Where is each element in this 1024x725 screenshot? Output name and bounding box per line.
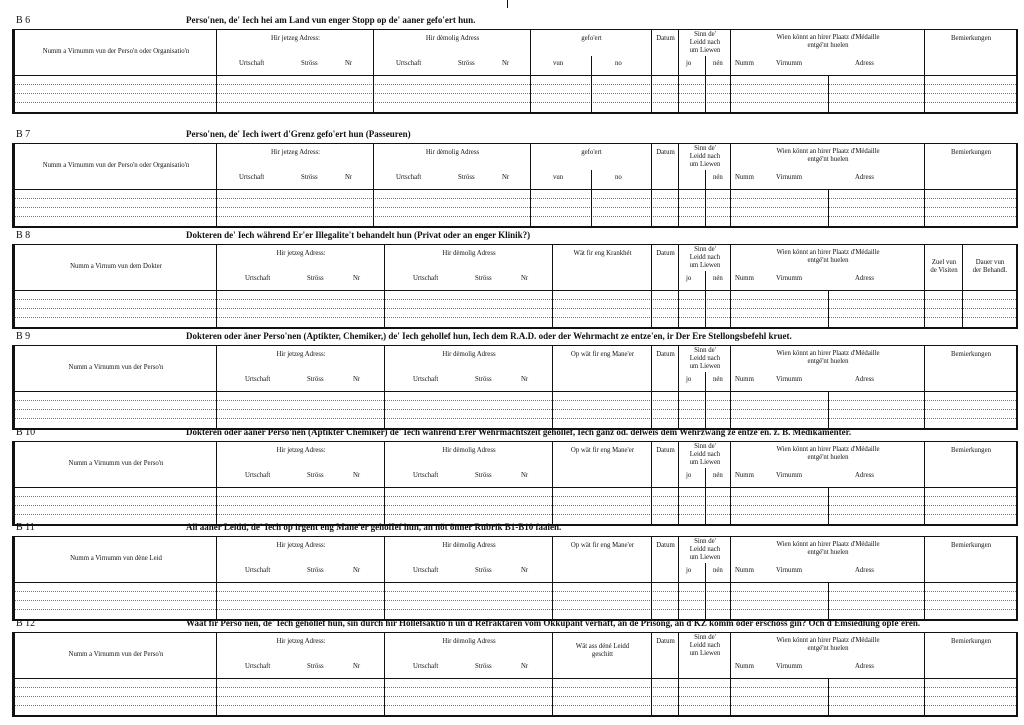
header-wien: Wien könnt an hirer Plaatz d'Médaille bbox=[776, 148, 880, 155]
header-name-person: Numm a Virnumm vun der Perso'n bbox=[68, 460, 164, 467]
col-current-address bbox=[216, 633, 385, 715]
col-divider bbox=[828, 189, 829, 226]
col-remarks bbox=[924, 346, 1017, 428]
header-street: Ströss bbox=[475, 567, 492, 574]
form-table bbox=[12, 144, 1018, 228]
header-nr: Nr bbox=[521, 472, 529, 479]
col-alive bbox=[678, 537, 731, 619]
col-gefoert bbox=[530, 30, 652, 112]
col-datum bbox=[651, 144, 679, 226]
header-bemierkungen: Bemierkungen bbox=[950, 351, 991, 358]
header-datum: Datum bbox=[656, 638, 675, 645]
section-code: B 6 bbox=[16, 15, 31, 26]
col-divider bbox=[828, 678, 829, 715]
header-vun: vun bbox=[553, 174, 564, 181]
header-wien: Wien könnt an hirer Plaatz d'Médaille bbox=[776, 34, 880, 41]
col-name bbox=[14, 346, 217, 428]
header-nen: nén bbox=[713, 472, 723, 479]
col-illness bbox=[552, 245, 652, 327]
header-vun: vun bbox=[553, 60, 564, 67]
header-virnumm: Virnumm bbox=[776, 174, 803, 181]
header-locality: Urtschaft bbox=[239, 174, 265, 181]
col-medal bbox=[730, 346, 925, 428]
section-title: Dokteren de' Iech während Er'er Illegalite't behandelt hun (Privat oder an enger Klinik?) bbox=[186, 230, 531, 240]
header-adress: Adress bbox=[855, 663, 874, 670]
header-dauer: Dauer vun bbox=[975, 259, 1005, 266]
col-manner bbox=[552, 346, 652, 428]
header-locality: Urtschaft bbox=[413, 472, 439, 479]
col-current-address bbox=[216, 245, 385, 327]
col-gefoert bbox=[530, 144, 652, 226]
col-former-address bbox=[384, 442, 553, 524]
header-street: Ströss bbox=[307, 275, 324, 282]
col-divider bbox=[705, 563, 706, 619]
header-current-address: Hir jetzeg Adress: bbox=[276, 638, 326, 645]
header-adress: Adress bbox=[855, 275, 874, 282]
header-jo: jo bbox=[686, 567, 692, 574]
col-former-address bbox=[384, 537, 553, 619]
col-current-address bbox=[216, 537, 385, 619]
header-dauer: der Behandl. bbox=[972, 267, 1008, 274]
header-nen: nén bbox=[713, 174, 723, 181]
header-virnumm: Virnumm bbox=[776, 376, 803, 383]
header-name: Numm a Virnumm vun der Perso'n oder Organisatio'n bbox=[42, 48, 190, 55]
header-former-address: Hir dèmolig Adress bbox=[442, 542, 496, 549]
header-bemierkungen: Bemierkungen bbox=[950, 542, 991, 549]
section-bar bbox=[12, 128, 1018, 144]
header-locality: Urtschaft bbox=[413, 275, 439, 282]
header-wien: entgé'nt huelen bbox=[807, 156, 849, 163]
header-virnumm: Virnumm bbox=[776, 567, 803, 574]
form-table bbox=[12, 537, 1018, 621]
header-numm: Numm bbox=[735, 567, 754, 574]
header-jo: jo bbox=[686, 60, 692, 67]
header-sinn: um Liewen bbox=[689, 161, 721, 168]
col-alive bbox=[678, 144, 731, 226]
header-nr: Nr bbox=[502, 60, 510, 67]
col-medal bbox=[730, 144, 925, 226]
header-no: no bbox=[615, 60, 622, 67]
header-current-address: Hir jetzeg Adress: bbox=[276, 447, 326, 454]
col-alive bbox=[678, 633, 731, 715]
header-name-person: Numm a Virnumm vun der Perso'n bbox=[68, 651, 164, 658]
header-datum: Datum bbox=[656, 447, 675, 454]
col-medal bbox=[730, 537, 925, 619]
section-code: B 10 bbox=[16, 427, 36, 438]
col-duration bbox=[962, 245, 1017, 327]
header-nen: nén bbox=[713, 60, 723, 67]
header-wien: Wien könnt an hirer Plaatz d'Médaille bbox=[776, 249, 880, 256]
header-manier: Op wät fir eng Mane'er bbox=[570, 447, 635, 454]
col-name bbox=[14, 245, 217, 327]
section-bar bbox=[12, 617, 1018, 633]
header-bemierkungen: Bemierkungen bbox=[950, 149, 991, 156]
header-bemierkungen: Bemierkungen bbox=[950, 447, 991, 454]
col-datum bbox=[651, 245, 679, 327]
header-sinn: Leidd nach bbox=[689, 642, 721, 649]
header-locality: Urtschaft bbox=[245, 472, 271, 479]
col-current-address bbox=[216, 346, 385, 428]
header-wien: entgé'nt huelen bbox=[807, 257, 849, 264]
col-former-address bbox=[384, 346, 553, 428]
header-nen: nén bbox=[713, 275, 723, 282]
header-sinn: Leidd nach bbox=[689, 254, 721, 261]
section-code: B 11 bbox=[16, 522, 35, 533]
col-remarks bbox=[924, 633, 1017, 715]
section-code: B 12 bbox=[16, 618, 36, 629]
header-locality: Urtschaft bbox=[413, 567, 439, 574]
col-current-address bbox=[216, 442, 385, 524]
col-medal bbox=[730, 442, 925, 524]
col-remarks bbox=[924, 442, 1017, 524]
col-name bbox=[14, 30, 217, 112]
header-numm: Numm bbox=[735, 663, 754, 670]
col-divider bbox=[705, 468, 706, 524]
header-zuel: Zuel vun bbox=[931, 259, 957, 266]
section-b7 bbox=[12, 128, 1018, 228]
header-virnumm: Virnumm bbox=[776, 472, 803, 479]
header-sinn: um Liewen bbox=[689, 459, 721, 466]
header-datum: Datum bbox=[656, 35, 675, 42]
header-nr: Nr bbox=[345, 60, 353, 67]
section-title: Dokteren oder aaner Perso'nen (Aptikter Chemiker) de' Iech während Erer Wehrmachtszeit gehollef, Iech ganz od. dèlweis dem Wehrzwang ze entze'en. z. B. Medikamenter. bbox=[186, 427, 852, 437]
header-name-leid: Numm a Virnumm vun dène Leid bbox=[70, 555, 162, 562]
header-numm: Numm bbox=[735, 376, 754, 383]
header-current-address: Hir jetzeg Adress: bbox=[270, 149, 321, 156]
col-medal bbox=[730, 633, 925, 715]
header-nen: nén bbox=[713, 567, 723, 574]
header-datum: Datum bbox=[656, 351, 675, 358]
col-name bbox=[14, 442, 217, 524]
header-sinn: Sinn de' bbox=[694, 347, 716, 354]
header-street: Ströss bbox=[301, 174, 318, 181]
header-wien: entgé'nt huelen bbox=[807, 42, 849, 49]
header-jo: jo bbox=[686, 376, 692, 383]
header-nr: Nr bbox=[353, 275, 361, 282]
header-sinn: um Liewen bbox=[689, 47, 721, 54]
header-current-address: Hir jetzeg Adress: bbox=[276, 542, 326, 549]
header-locality: Urtschaft bbox=[413, 376, 439, 383]
header-geschitt: geschitt bbox=[591, 651, 614, 658]
section-code: B 9 bbox=[16, 331, 31, 342]
header-former-address: Hir dèmolig Adress bbox=[442, 638, 496, 645]
header-datum: Datum bbox=[656, 149, 675, 156]
header-street: Ströss bbox=[475, 275, 492, 282]
col-divider bbox=[828, 75, 829, 112]
header-former-address: Hir dèmolig Adress bbox=[425, 149, 480, 156]
fold-mark bbox=[507, 0, 508, 8]
col-medal bbox=[730, 30, 925, 112]
header-zuel: de Visiten bbox=[930, 267, 958, 274]
col-former-address bbox=[373, 144, 531, 226]
header-former-address: Hir dèmolig Adress bbox=[442, 250, 496, 257]
col-former-address bbox=[373, 30, 531, 112]
col-alive bbox=[678, 442, 731, 524]
header-street: Ströss bbox=[475, 472, 492, 479]
col-name bbox=[14, 633, 217, 715]
header-wien: entgé'nt huelen bbox=[807, 645, 849, 652]
header-current-address: Hir jetzeg Adress: bbox=[270, 35, 321, 42]
col-alive bbox=[678, 346, 731, 428]
header-adress: Adress bbox=[855, 472, 874, 479]
header-nr: Nr bbox=[502, 174, 510, 181]
header-street: Ströss bbox=[475, 376, 492, 383]
header-numm: Numm bbox=[735, 174, 754, 181]
header-locality: Urtschaft bbox=[245, 275, 271, 282]
header-nr: Nr bbox=[353, 376, 361, 383]
col-name bbox=[14, 144, 217, 226]
section-b8 bbox=[12, 229, 1018, 329]
header-wien: entgé'nt huelen bbox=[807, 358, 849, 365]
header-sinn: Sinn de' bbox=[694, 145, 716, 152]
section-title: All aaner Leidd, de' Iech op irgent eng Mane'er geholIef hun, an nöt önner Rubrik B1-B10 faalen. bbox=[186, 522, 562, 532]
header-former-address: Hir dèmolig Adress bbox=[442, 447, 496, 454]
header-name-person: Numm a Virnumm vun der Perso'n bbox=[68, 364, 164, 371]
header-sinn: um Liewen bbox=[689, 262, 721, 269]
header-street: Ströss bbox=[307, 376, 324, 383]
header-wien: Wien könnt an hirer Plaatz d'Médaille bbox=[776, 446, 880, 453]
header-adress: Adress bbox=[855, 376, 874, 383]
col-divider bbox=[705, 271, 706, 327]
section-bar bbox=[12, 426, 1018, 442]
col-medal bbox=[730, 245, 925, 327]
section-title: Waat fir Perso'nen, de' Iech gehollef hun, sin durch hir Höllefsaktio'n un d'Refraktären vom Okkupant verhaft, an de Prisong, an d'KZ komm oder erschoss gin? Och d'Emsiedlung opfe'eren. bbox=[186, 618, 921, 628]
header-numm: Numm bbox=[735, 275, 754, 282]
header-sinn: Leidd nach bbox=[689, 153, 721, 160]
col-datum bbox=[651, 442, 679, 524]
header-bemierkungen: Bemierkungen bbox=[950, 35, 991, 42]
header-current-address: Hir jetzeg Adress: bbox=[276, 351, 326, 358]
col-datum bbox=[651, 30, 679, 112]
col-datum bbox=[651, 537, 679, 619]
header-locality: Urtschaft bbox=[245, 567, 271, 574]
header-sinn: um Liewen bbox=[689, 554, 721, 561]
header-street: Ströss bbox=[475, 663, 492, 670]
section-title: Dokteren oder äner Perso'nen (Aptikter, Chemiker,) de' Iech gehollef hun, Iech dem R.A.D. oder der Wehrmacht ze entze'en, ir Der Ere Stellongsbefehl kruet. bbox=[186, 331, 792, 341]
section-title: Perso'nen, de' Iech hei am Land vun enger Stopp op de' aaner gefo'ert hun. bbox=[186, 15, 476, 25]
header-wien: entgé'nt huelen bbox=[807, 549, 849, 556]
col-current-address bbox=[216, 144, 374, 226]
header-locality: Urtschaft bbox=[245, 376, 271, 383]
header-wien: entgé'nt huelen bbox=[807, 454, 849, 461]
col-alive bbox=[678, 30, 731, 112]
header-virnumm: Virnumm bbox=[776, 663, 803, 670]
header-locality: Urtschaft bbox=[245, 663, 271, 670]
header-jo: jo bbox=[686, 472, 692, 479]
header-nr: Nr bbox=[521, 376, 529, 383]
section-code: B 7 bbox=[16, 129, 31, 140]
header-numm: Numm bbox=[735, 60, 754, 67]
col-divider bbox=[828, 391, 829, 428]
header-name: Numm a Virnumm vun der Perso'n oder Organisatio'n bbox=[42, 162, 190, 169]
col-alive bbox=[678, 245, 731, 327]
col-manner bbox=[552, 442, 652, 524]
header-manier: Op wät fir eng Mane'er bbox=[570, 351, 635, 358]
header-street: Ströss bbox=[458, 60, 475, 67]
header-street: Ströss bbox=[307, 472, 324, 479]
header-datum: Datum bbox=[656, 542, 675, 549]
header-sinn: Leidd nach bbox=[689, 355, 721, 362]
header-sinn: Sinn de' bbox=[694, 246, 716, 253]
col-divider bbox=[705, 372, 706, 428]
header-former-address: Hir dèmolig Adress bbox=[442, 351, 496, 358]
header-wien: Wien könnt an hirer Plaatz d'Médaille bbox=[776, 637, 880, 644]
header-locality: Urtschaft bbox=[396, 174, 422, 181]
header-locality: Urtschaft bbox=[396, 60, 422, 67]
header-sinn: Sinn de' bbox=[694, 31, 716, 38]
header-name-doctor: Numm a Virnum vun dem Dokter bbox=[70, 263, 162, 270]
header-virnumm: Virnumm bbox=[776, 60, 803, 67]
col-divider bbox=[705, 56, 706, 112]
section-b6 bbox=[12, 14, 1018, 114]
col-former-address bbox=[384, 633, 553, 715]
section-bar bbox=[12, 14, 1018, 30]
col-name bbox=[14, 537, 217, 619]
col-divider bbox=[828, 487, 829, 524]
header-wien: Wien könnt an hirer Plaatz d'Médaille bbox=[776, 541, 880, 548]
header-sinn: Leidd nach bbox=[689, 39, 721, 46]
header-numm: Numm bbox=[735, 472, 754, 479]
col-divider bbox=[705, 170, 706, 226]
header-nr: Nr bbox=[521, 275, 529, 282]
form-table bbox=[12, 245, 1018, 329]
form-table bbox=[12, 633, 1018, 717]
col-remarks bbox=[924, 30, 1017, 112]
header-datum: Datum bbox=[656, 250, 675, 257]
header-manier: Op wät fir eng Mane'er bbox=[570, 542, 635, 549]
header-nr: Nr bbox=[521, 567, 529, 574]
header-jo: jo bbox=[686, 275, 692, 282]
header-nr: Nr bbox=[521, 663, 529, 670]
header-former-address: Hir dèmolig Adress bbox=[425, 35, 480, 42]
header-locality: Urtschaft bbox=[239, 60, 265, 67]
header-street: Ströss bbox=[307, 567, 324, 574]
col-remarks bbox=[924, 144, 1017, 226]
section-b10 bbox=[12, 426, 1018, 526]
header-adress: Adress bbox=[855, 567, 874, 574]
section-bar bbox=[12, 330, 1018, 346]
form-table bbox=[12, 346, 1018, 430]
header-locality: Urtschaft bbox=[413, 663, 439, 670]
col-former-address bbox=[384, 245, 553, 327]
header-bemierkungen: Bemierkungen bbox=[950, 638, 991, 645]
header-sinn: um Liewen bbox=[689, 650, 721, 657]
header-gefoert: gefo'ert bbox=[581, 35, 602, 42]
form-table bbox=[12, 442, 1018, 526]
header-nr: Nr bbox=[345, 174, 353, 181]
header-sinn: Sinn de' bbox=[694, 634, 716, 641]
header-krankhet: Wät fir eng Krankhét bbox=[573, 250, 632, 257]
col-what-happened bbox=[552, 633, 652, 715]
header-sinn: Leidd nach bbox=[689, 451, 721, 458]
section-bar bbox=[12, 229, 1018, 245]
header-gefoert: gefo'ert bbox=[581, 149, 602, 156]
col-visits bbox=[924, 245, 963, 327]
section-b11 bbox=[12, 521, 1018, 621]
col-datum bbox=[651, 633, 679, 715]
header-street: Ströss bbox=[301, 60, 318, 67]
section-title: Perso'nen, de' Iech iwert d'Grenz gefo'ert hun (Passeuren) bbox=[186, 129, 411, 139]
header-nen: nén bbox=[713, 376, 723, 383]
section-code: B 8 bbox=[16, 230, 31, 241]
col-divider bbox=[591, 56, 592, 112]
header-nr: Nr bbox=[353, 472, 361, 479]
header-sinn: Leidd nach bbox=[689, 546, 721, 553]
header-wien: Wien könnt an hirer Plaatz d'Médaille bbox=[776, 350, 880, 357]
header-virnumm: Virnumm bbox=[776, 275, 803, 282]
header-nr: Nr bbox=[353, 663, 361, 670]
header-adress: Adress bbox=[855, 174, 874, 181]
form-table bbox=[12, 30, 1018, 114]
section-b12 bbox=[12, 617, 1018, 717]
header-street: Ströss bbox=[307, 663, 324, 670]
header-street: Ströss bbox=[458, 174, 475, 181]
section-b9 bbox=[12, 330, 1018, 430]
col-current-address bbox=[216, 30, 374, 112]
header-adress: Adress bbox=[855, 60, 874, 67]
header-current-address: Hir jetzeg Adress: bbox=[276, 250, 326, 257]
col-manner bbox=[552, 537, 652, 619]
col-divider bbox=[591, 170, 592, 226]
header-sinn: um Liewen bbox=[689, 363, 721, 370]
col-remarks bbox=[924, 537, 1017, 619]
header-sinn: Sinn de' bbox=[694, 538, 716, 545]
section-bar bbox=[12, 521, 1018, 537]
col-datum bbox=[651, 346, 679, 428]
header-nr: Nr bbox=[353, 567, 361, 574]
col-divider bbox=[828, 582, 829, 619]
col-divider bbox=[828, 290, 829, 327]
header-sinn: Sinn de' bbox=[694, 443, 716, 450]
header-no: no bbox=[615, 174, 622, 181]
header-geschitt: Wät ass déné Leidd bbox=[575, 643, 630, 650]
